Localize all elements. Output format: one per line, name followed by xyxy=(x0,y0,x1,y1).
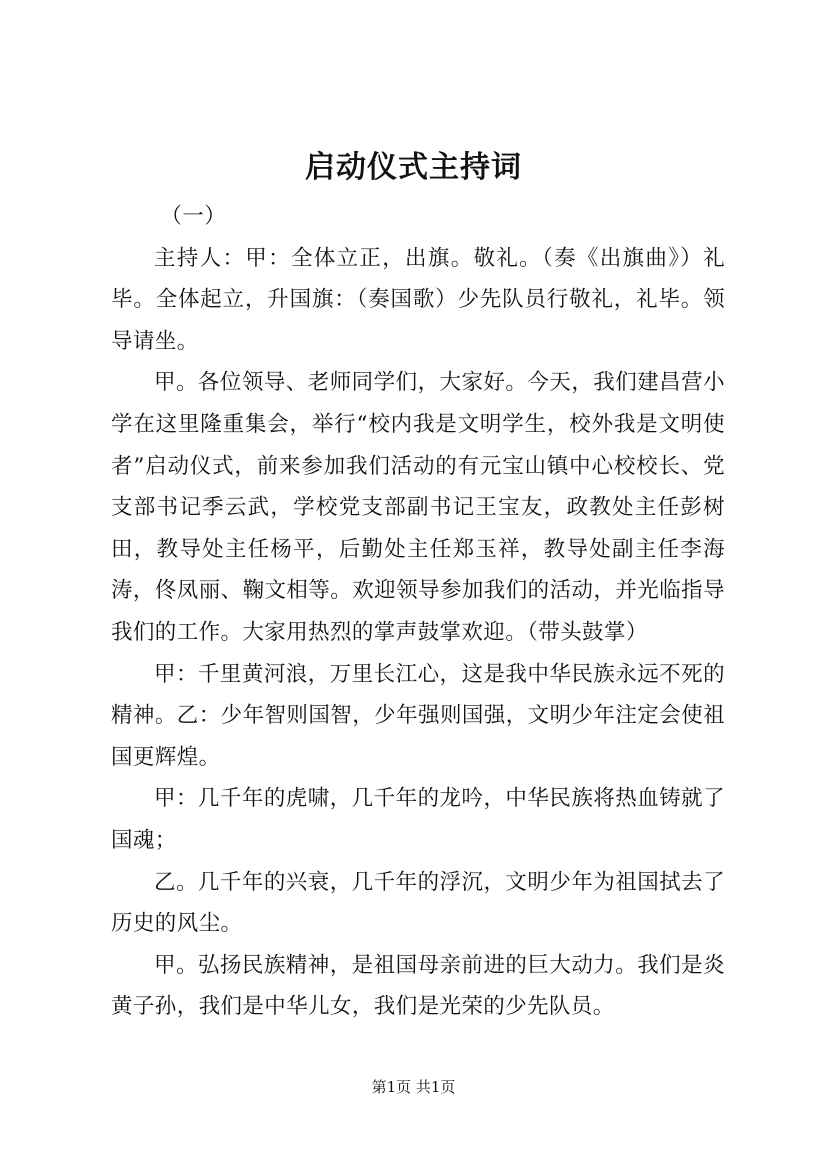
paragraph-5: 乙。几千年的兴衰，几千年的浮沉，文明少年为祖国拭去了历史的风尘。 xyxy=(111,869,725,937)
paragraph-1: 主持人：甲：全体立正，出旗。敬礼。（奏《出旗曲》）礼毕。全体起立，升国旗：（奏国歌）少先队员行敬礼，礼毕。领导请坐。 xyxy=(111,245,725,354)
document-body xyxy=(111,196,725,1028)
document-title: 启动仪式主持词 xyxy=(305,150,522,185)
section-heading: （一） xyxy=(160,204,227,229)
paragraph-3: 甲：千里黄河浪，万里长江心，这是我中华民族永远不死的精神。乙：少年智则国智，少年强则国强，文明少年注定会使祖国更辉煌。 xyxy=(111,661,725,770)
paragraph-6: 甲。弘扬民族精神，是祖国母亲前进的巨大动力。我们是炎黄子孙，我们是中华儿女，我们是光荣的少先队员。 xyxy=(111,952,725,1020)
page-footer: 第1页 共1页 xyxy=(371,1078,456,1096)
paragraph-4: 甲：几千年的虎啸，几千年的龙吟，中华民族将热血铸就了国魂； xyxy=(111,786,725,853)
paragraph-2: 甲。各位领导、老师同学们，大家好。今天，我们建昌营小学在这里隆重集会，举行“校内我是文明学生，校外我是文明使者”启动仪式，前来参加我们活动的有元宝山镇中心校校长、党支部书记季云武，学校党支部副书记王宝友，政教处主任彭树田，教导处主任杨平，后勤处主任郑玉祥，教导处副主任李海涛，佟凤丽、鞠文相等。欢迎领导参加我们的活动，并光临指导我们的工作。大家用热烈的掌声鼓掌欢迎。（带头鼓掌） xyxy=(111,370,725,645)
